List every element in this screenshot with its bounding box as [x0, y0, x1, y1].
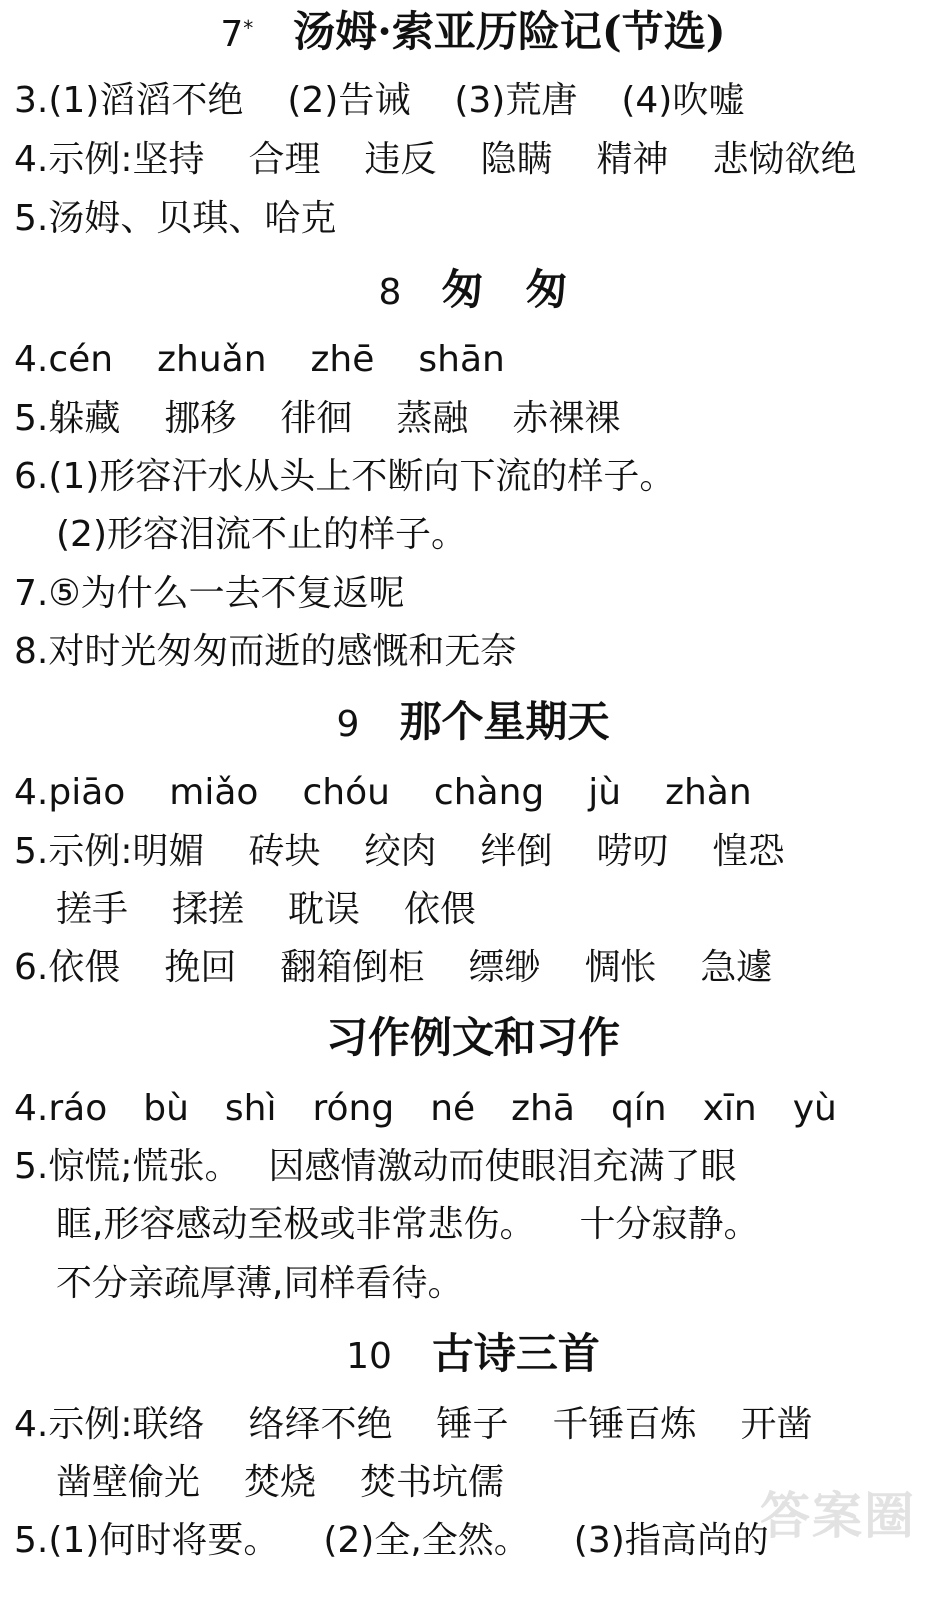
answer-line: 搓手 揉搓 耽误 依偎	[56, 889, 477, 930]
answer-line: 4.示例:联络 络绎不绝 锤子 千锤百炼 开凿	[14, 1404, 813, 1445]
section-title: 汤姆·索亚历险记(节选)	[293, 7, 726, 56]
section-title: 那个星期天	[399, 697, 610, 746]
section-number: 8	[378, 272, 402, 313]
answer-line: 5.汤姆、贝琪、哈克	[14, 198, 337, 239]
answer-line: 4.piāo miǎo chóu chàng jù zhàn	[14, 772, 752, 813]
answer-line: 4.cén zhuǎn zhē shān	[14, 339, 505, 380]
answer-line: 6.依偎 挽回 翻箱倒柜 缥缈 惆怅 急遽	[14, 947, 773, 988]
answer-line: (2)形容泪流不止的样子。	[56, 514, 467, 555]
answer-line: 5.(1)何时将要。 (2)全,全然。 (3)指高尚的	[14, 1520, 769, 1561]
answer-line: 4.示例:坚持 合理 违反 隐瞒 精神 悲恸欲绝	[14, 139, 857, 180]
section-7-heading	[0, 6, 946, 61]
watermark: 答案圈	[760, 1487, 916, 1545]
answer-line: 4.ráo bù shì róng né zhā qín xīn yù	[14, 1088, 837, 1129]
section-title: 匆 匆	[441, 265, 568, 314]
section-9-heading	[0, 696, 946, 751]
section-number: 9	[336, 704, 360, 745]
answer-line: 8.对时光匆匆而逝的感慨和无奈	[14, 631, 517, 672]
answer-line: 7.⑤为什么一去不复返呢	[14, 573, 405, 614]
answer-line: 5.躲藏 挪移 徘徊 蒸融 赤裸裸	[14, 398, 621, 439]
section-number: 7*	[220, 14, 254, 55]
section-8-heading	[0, 264, 946, 319]
answer-line: 不分亲疏厚薄,同样看待。	[56, 1263, 464, 1304]
answer-line: 5.示例:明媚 砖块 绞肉 绊倒 唠叨 惶恐	[14, 831, 785, 872]
answer-line: 凿壁偷光 焚烧 焚书坑儒	[56, 1462, 505, 1503]
answer-line: 眶,形容感动至极或非常悲伤。 十分寂静。	[56, 1204, 760, 1245]
answer-line: 5.惊慌;慌张。 因感情激动而使眼泪充满了眼	[14, 1146, 737, 1187]
section-title: 习作例文和习作	[325, 1013, 620, 1062]
section-10-heading	[0, 1328, 946, 1383]
section-number: 10	[346, 1336, 392, 1377]
section-title: 古诗三首	[431, 1329, 600, 1378]
answer-line: 6.(1)形容汗水从头上不断向下流的样子。	[14, 456, 676, 497]
section-xizuo-heading	[0, 1012, 946, 1064]
answer-line: 3.(1)滔滔不绝 (2)告诫 (3)荒唐 (4)吹嘘	[14, 80, 745, 121]
